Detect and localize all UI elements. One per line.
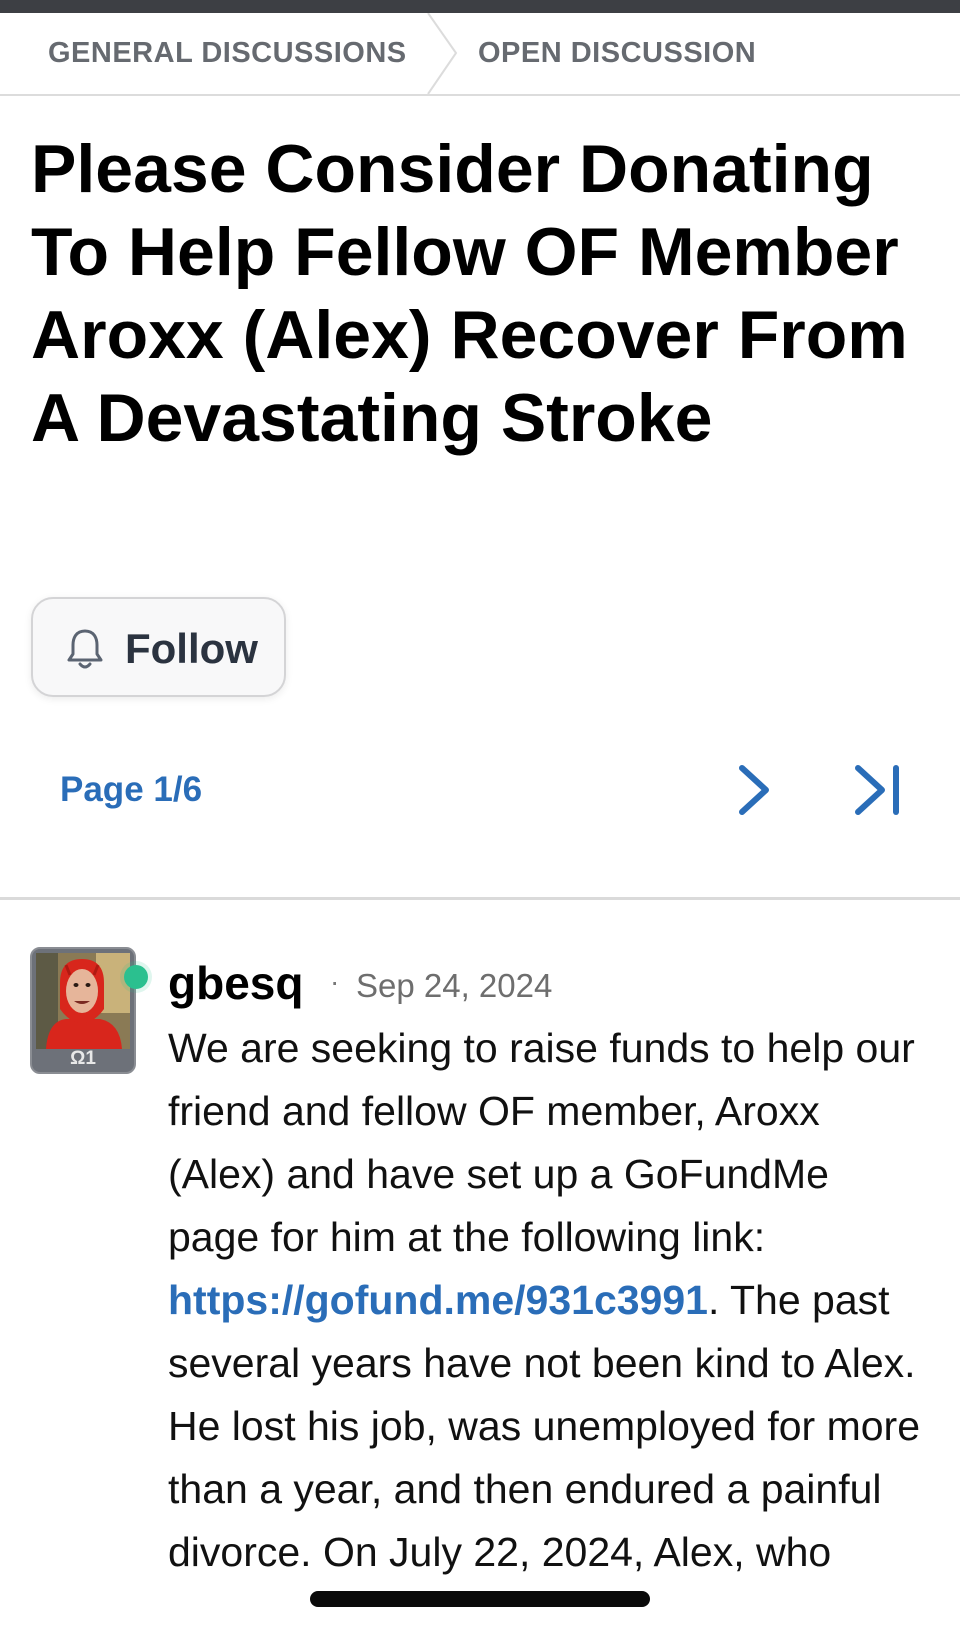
avatar[interactable]	[30, 947, 136, 1074]
breadcrumb-general-discussions[interactable]: GENERAL DISCUSSIONS	[48, 37, 407, 69]
status-bar	[0, 0, 960, 13]
meta-separator: ·	[330, 966, 340, 997]
post-author[interactable]: gbesq	[168, 957, 304, 1009]
follow-button-label: Follow	[125, 625, 258, 672]
post-text-before-link: We are seeking to raise funds to help our friend and fellow OF member, Aroxx (Alex) and have set up a GoFundMe page for him at the following link:	[168, 1025, 915, 1260]
post-text-after-link: . The past several years have not been kind to Alex. He lost his job, was unemployed for more than a year, and then endured a painful divorce. On July 22, 2024, Alex, who	[168, 1277, 921, 1575]
breadcrumb	[0, 13, 960, 96]
last-page-icon[interactable]	[850, 762, 906, 818]
home-indicator	[310, 1591, 650, 1607]
post-date: Sep 24, 2024	[356, 967, 553, 1004]
breadcrumb-separator-icon	[422, 13, 462, 94]
chevron-right-icon[interactable]	[730, 762, 780, 818]
post-body	[168, 1017, 928, 1584]
post-paragraph	[168, 1017, 928, 1584]
follow-button[interactable]	[31, 597, 286, 697]
breadcrumb-open-discussion[interactable]: OPEN DISCUSSION	[478, 37, 757, 69]
page-indicator[interactable]: Page 1/6	[60, 770, 203, 809]
avatar-portrait	[36, 953, 130, 1049]
thread-title: Please Consider Donating To Help Fellow OF Member Aroxx (Alex) Recover From A Devastating Stroke	[31, 131, 908, 456]
online-status-indicator	[124, 965, 148, 989]
bell-icon	[65, 627, 105, 671]
gofundme-link[interactable]: https://gofund.me/931c3991	[168, 1277, 708, 1323]
divider	[0, 897, 960, 900]
avatar-badge: Ω1	[70, 1048, 96, 1069]
